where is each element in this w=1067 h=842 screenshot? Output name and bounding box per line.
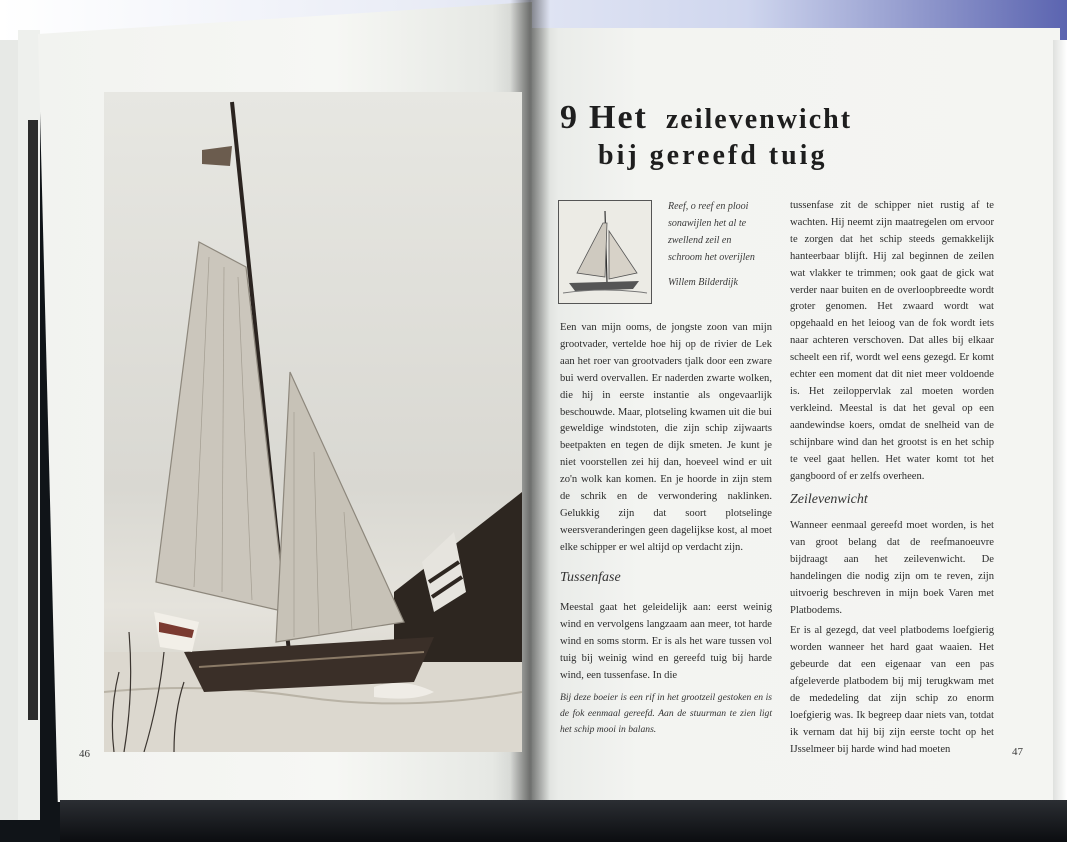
page-edge-shadow	[28, 120, 38, 720]
body-paragraph: Wanneer eenmaal gereefd moet worden, is het van groot belang dat de reefmanoeuvre bijdraagt aan het zeilevenwicht. De handelingen die nodig zijn om te reven, zijn uitvoerig beschreven in mijn boek Varen met Platbodems.	[790, 520, 994, 616]
epigraph-author: Willem Bilderdijk	[668, 277, 738, 288]
page-number-right: 47	[1012, 746, 1023, 758]
page-number-left: 46	[79, 748, 90, 760]
body-column-left-continued	[560, 600, 772, 689]
table-surface	[60, 800, 1067, 842]
epigraph-line: zwellend zeil en	[668, 235, 732, 246]
body-paragraph: Een van mijn ooms, de jongste zoon van mijn grootvader, vertelde hoe hij op de rivier de Lek aan het roer van grootvaders tjalk door een zware bui werd overvallen. Er naderden zwarte wolken, die hij in eerste instantie als ongevaarlijk beschouwde. Maar, plotseling kwamen uit die bui geweldige windstoten, die zijn schip zijwaarts beetpakten en tegen de dijk smeten. Je kunt je niet voorstellen zei hij dan, hoeveel wind er uit zo'n wolk kan komen. En je hoorde in zijn stem de schrik en de verwondering naklinken. Gelukkig zijn dat soort plotselinge weersveranderingen geen dagelijkse kost, al moet elke schipper er wel altijd op verdacht zijn.	[560, 322, 772, 553]
chapter-title-word: zeilevenwicht	[665, 104, 853, 135]
sailboat-sketch-icon	[559, 201, 651, 303]
chapter-number: 9	[560, 99, 579, 136]
sailboat-vignette	[558, 200, 652, 304]
page-edge	[0, 40, 20, 820]
subheading-tussenfase: Tussenfase	[560, 570, 621, 585]
epigraph-line: Reef, o reef en plooi	[668, 201, 749, 212]
body-paragraph: Meestal gaat het geleidelijk aan: eerst weinig wind en vervolgens langzaam aan meer, tot harde wind en soms storm. Er is als het ware tussen vol tuig bij weinig wind en gereefd tuig bij harde wind, een tussenfase. In die	[560, 602, 772, 681]
chapter-title	[560, 100, 1020, 172]
body-paragraph: Er is al gezegd, dat veel platbodems loefgierig worden wanneer het hard gaat waaien. Het gebeurde dat een eigenaar van een pas afgeleverde platbodem bij mij terugkwam met de mededeling dat zijn schip zo enorm loefgierig was. Ik begreep daar niets van, totdat ik vernam dat hij bij zijn eerste tocht op het IJsselmeer bij harde wind had moeten	[790, 625, 994, 755]
epigraph-line: schroom het overijlen	[668, 252, 755, 263]
body-column-left	[560, 320, 772, 561]
epigraph-line: sonawijlen het al te	[668, 218, 747, 229]
photo-caption: Bij deze boeier is een rif in het grootzeil gestoken en is de fok eenmaal gereefd. Aan de stuurman te zien ligt het schip mooi in balans.	[560, 692, 772, 735]
subheading-zeilevenwicht: Zeilevenwicht	[790, 492, 868, 507]
right-page-edge	[1053, 40, 1067, 800]
body-column-right-continued	[790, 518, 994, 763]
chapter-title-line2: bij gereefd tuig	[598, 140, 828, 171]
sailboat-illustration	[104, 92, 522, 752]
sailboat-photo	[104, 92, 522, 752]
epigraph	[668, 198, 778, 291]
chapter-title-word: Het	[589, 99, 648, 136]
body-paragraph: tussenfase zit de schipper niet rustig af te wachten. Hij neemt zijn maatregelen om ervoor te zorgen dat het schip steeds gemakkelijk hanteerbaar blijft. Hij zal beginnen de zeilen wat vlakker te trimmen; ook gaat de gick wat verder naar buiten en de overloopbreedte wordt groter genomen. Het zwaard wordt wat opgehaald en het leioog van de fok wordt iets naar achteren verschoven. Dat alles bij elkaar scheelt een rif, wordt wel eens gezegd. Er komt echter een moment dat dit niet meer voldoende is. Het zeiloppervlak zal moeten worden verkleind. Meestal is dat het geval op een aandewindse koers, omdat de snelheid van de schijnbare wind dan het grootst is en het schip te veel gaat hellen. Het water komt tot het gangboord of er zelfs overheen.	[790, 200, 994, 482]
body-column-right	[790, 198, 994, 489]
